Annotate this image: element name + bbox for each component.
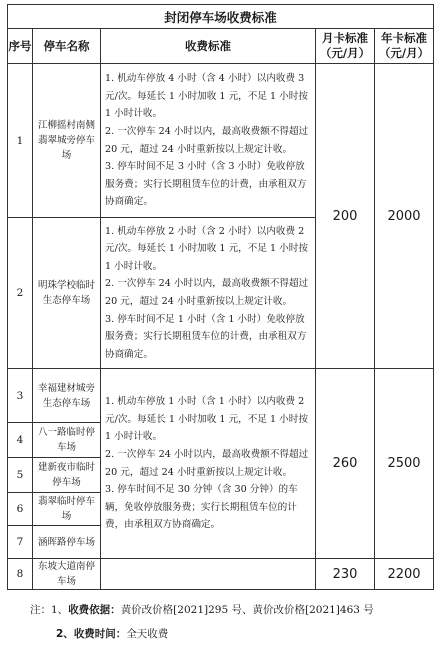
table-row [8, 559, 434, 590]
parking-name: 翡翠临时停车场 [33, 493, 101, 526]
note-basis [30, 598, 374, 622]
monthly-price: 200 [316, 64, 375, 369]
yearly-price: 2200 [375, 559, 434, 590]
parking-name: 涵晖路停车场 [33, 526, 101, 559]
rule-line: 2. 一次停车 24 小时以内，最高收费额不得超过 20 元，超过 24 小时重新按以上规定计收。 [105, 448, 309, 478]
parking-name: 建新夜市临时停车场 [33, 458, 101, 493]
table-title: 封闭停车场收费标准 [8, 5, 434, 29]
row-index: 6 [8, 493, 33, 526]
header-index: 序号 [8, 29, 33, 64]
monthly-price: 260 [316, 369, 375, 559]
fee-rules-1 [101, 64, 316, 218]
notes [30, 598, 374, 646]
rule-line: 1. 机动车停放 4 小时（含 4 小时）以内收费 3 元/次。每延长 1 小时加收 1 元，不足 1 小时按 1 小时计收。 [105, 73, 308, 120]
fee-rules-empty [101, 559, 316, 590]
rule-line: 3. 停车时间不足 3 小时（含 3 小时）免收停放服务费；实行长期租赁车位的计费，由承租双方协商确定。 [105, 161, 307, 208]
fee-rules-2 [101, 218, 316, 369]
header-standard: 收费标准 [101, 29, 316, 64]
note2-prefix: 2、 [56, 628, 74, 640]
parking-name: 东坡大道南停车场 [33, 559, 101, 590]
rule-line: 2. 一次停车 24 小时以内，最高收费额不得超过 20 元，超过 24 小时重新按以上规定计收。 [105, 278, 309, 307]
note-prefix: 注：1、 [30, 604, 69, 616]
header-monthly: 月卡标准（元/月） [316, 29, 375, 64]
row-index: 1 [8, 64, 33, 218]
row-index: 4 [8, 423, 33, 458]
row-index: 5 [8, 458, 33, 493]
parking-name: 江柳摇村南侧翡翠城旁停车场 [33, 64, 101, 218]
row-index: 3 [8, 369, 33, 423]
table-row [8, 369, 434, 423]
time-text: 全天收费 [126, 628, 169, 640]
rule-line: 1. 机动车停放 2 小时（含 2 小时）以内收费 2 元/次。每延长 1 小时加收 1 元，不足 1 小时按 1 小时计收。 [105, 225, 308, 272]
rule-line: 1. 机动车停放 1 小时（含 1 小时）以内收费 2 元/次。每延长 1 小时加收 1 元，不足 1 小时按 1 小时计收。 [105, 396, 308, 443]
time-label: 收费时间： [73, 628, 127, 640]
basis-label: 收费依据： [68, 604, 121, 616]
fee-table [7, 4, 434, 590]
note-time [30, 622, 374, 646]
rule-line: 3. 停车时间不足 1 小时（含 1 小时）免收停放服务费；实行长期租赁车位的计费，由承租双方协商确定。 [105, 313, 307, 360]
monthly-price: 230 [316, 559, 375, 590]
basis-text: 黄价改价格[2021]295 号、黄价改价格[2021]463 号 [120, 604, 374, 616]
rule-line: 3. 停车时间不足 30 分钟（含 30 分钟）的车辆，免收停放服务费；实行长期租赁车位的计费，由承租双方协商确定。 [105, 484, 298, 531]
fee-rules-3 [101, 369, 316, 559]
row-index: 2 [8, 218, 33, 369]
yearly-price: 2500 [375, 369, 434, 559]
parking-name: 明珠学校临时生态停车场 [33, 218, 101, 369]
row-index: 7 [8, 526, 33, 559]
row-index: 8 [8, 559, 33, 590]
header-yearly: 年卡标准（元/月） [375, 29, 434, 64]
table-row [8, 64, 434, 218]
parking-name: 幸福建材城旁生态停车场 [33, 369, 101, 423]
rule-line: 2. 一次停车 24 小时以内，最高收费额不得超过 20 元，超过 24 小时重新按以上规定计收。 [105, 125, 309, 155]
yearly-price: 2000 [375, 64, 434, 369]
parking-name: 八一路临时停车场 [33, 423, 101, 458]
header-name: 停车名称 [33, 29, 101, 64]
